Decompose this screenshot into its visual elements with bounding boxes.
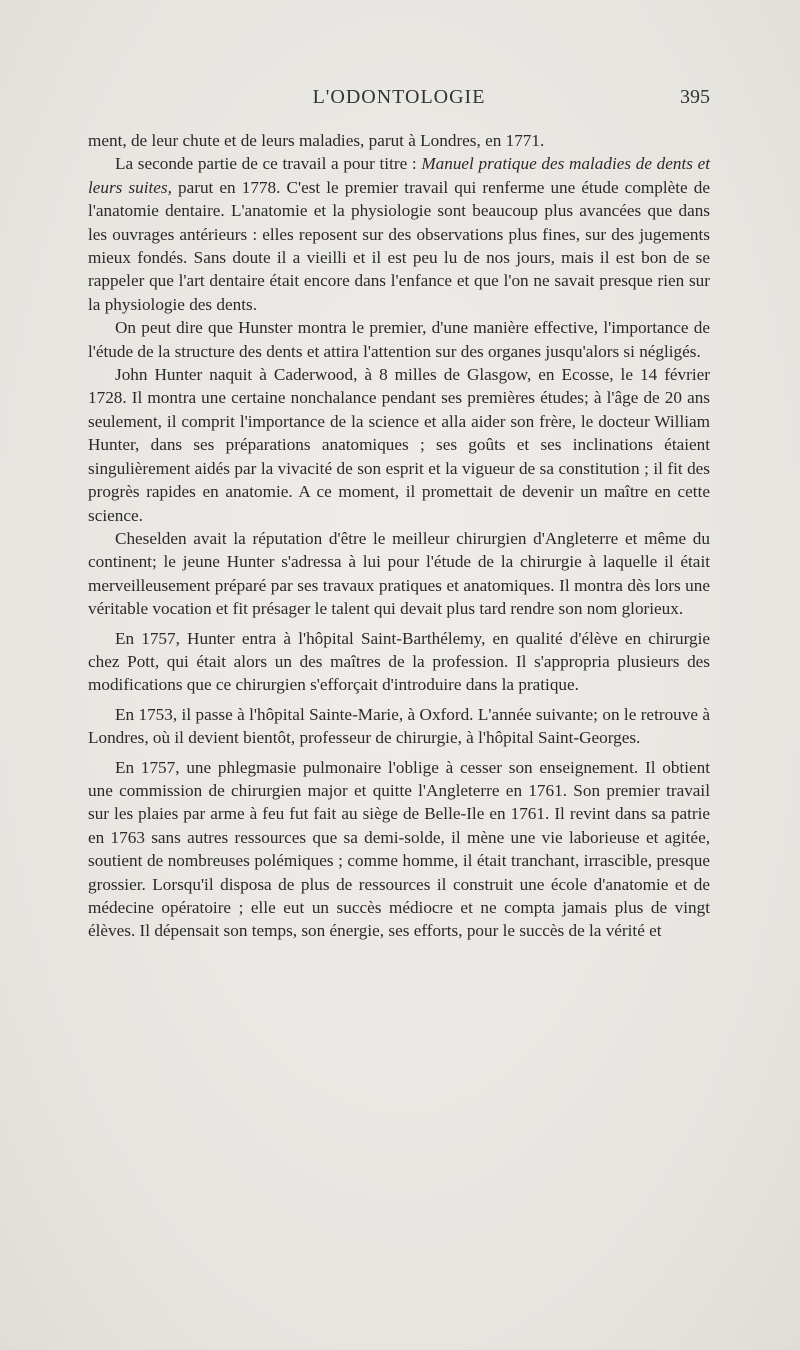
body-text [88,129,710,943]
page-number: 395 [680,86,710,108]
book-title-italic: Manuel pratique des maladies de dents et leurs suites, [88,154,711,197]
running-head [88,86,710,116]
paragraph-1: ment, de leur chute et de leurs maladies, parut à Londres, en 1771. [88,131,545,150]
paragraph-2 [88,152,710,316]
paragraph-7: En 1753, il passe à l'hôpital Sainte-Marie, à Oxford. L'année suivante; on le retrouve à Londres, où il devient bientôt, professeur de chirurgie, à l'hôpital Saint-Georges. [88,704,710,748]
running-title: L'ODONTOLOGIE [312,86,486,108]
paragraph-6: En 1757, Hunter entra à l'hôpital Saint-Barthélemy, en qualité d'élève en chirurgie chez Pott, qui était alors un des maîtres de la profession. Il s'appropria plusieurs des modifications que ce chirurgien s'efforçait d'introduire dans la pratique. [88,628,710,695]
paragraph-8: En 1757, une phlegmasie pulmonaire l'oblige à cesser son enseignement. Il obtient une commission de chirurgien major et quitte l'Angleterre en 1761. Son premier travail sur les plaies par arme à feu fut fait au siège de Belle-Ile en 1761. Il revint dans sa patrie en 1763 sans autres ressources que sa demi-solde, il mène une vie laborieuse et agitée, soutient de nombreuses polémiques ; comme homme, il était tranchant, irrascible, presque grossier. Lorsqu'il disposa de plus de ressources il construit une école d'anatomie et de médecine opératoire ; elle eut un succès médiocre et ne compta jamais plus de vingt élèves. Il dépensait son temps, son énergie, ses efforts, pour le succès de la vérité et [88,757,710,941]
paragraph-2-rest: parut en 1778. C'est le premier travail qui renferme une étude complète de l'anatomie dentaire. L'anatomie et la physiologie sont beaucoup plus avancées que dans les ouvrages antérieurs : elles reposent sur des observations plus fines, sur des jugements mieux fondés. Sans doute il a vieilli et il est peu lu de nos jours, mais il est bon de se rappeler que l'art dentaire était encore dans l'enfance et que l'on ne savait presque rien sur la physiologie des dents. [88,177,710,314]
paragraph-5: Cheselden avait la réputation d'être le meilleur chirurgien d'Angleterre et même du continent; le jeune Hunter s'adressa à lui pour l'étude de la chirurgie à laquelle il était merveilleusement préparé par ses travaux pratiques et anatomiques. Il montra dès lors une véritable vocation et fit présager le talent qui devait plus tard rendre son nom glorieux. [88,528,710,619]
paragraph-3: On peut dire que Hunster montra le premier, d'une manière effective, l'importance de l'étude de la structure des dents et attira l'attention sur des organes jusqu'alors si négligés. [88,318,710,361]
paragraph-2-lead: La seconde partie de ce travail a pour titre : [115,154,422,174]
paragraph-4: John Hunter naquit à Caderwood, à 8 milles de Glasgow, en Ecosse, le 14 février 1728. Il montra une certaine nonchalance pendant ses premières études; à l'âge de 20 ans seulement, il comprit l'importance de la science et alla aider son frère, le docteur William Hunter, dans ses préparations anatomiques ; ses goûts et ses inclinations étaient singulièrement aidés par la vivacité de son esprit et la vigueur de sa constitution ; il fit des progrès rapides en anatomie. A ce moment, il promettait de devenir un maître en cette science. [88,365,710,525]
